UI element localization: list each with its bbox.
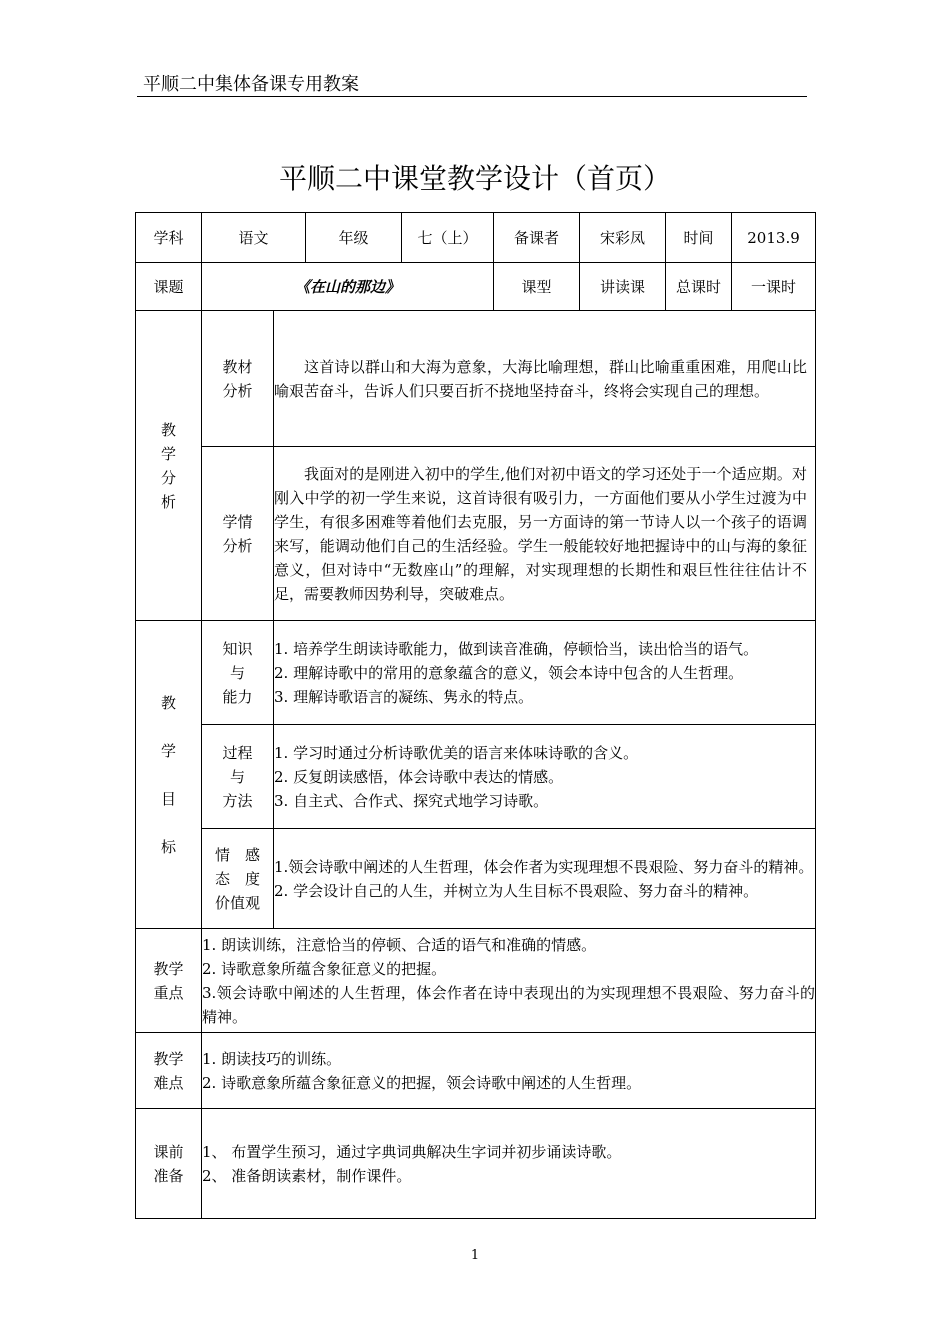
knowledge-label <box>202 621 274 725</box>
preparation-row <box>136 1109 816 1219</box>
label-line: 学情 <box>222 512 253 531</box>
list-item: 2. 反复朗读感悟，体会诗歌中表达的情感。 <box>274 767 564 786</box>
teaching-analysis-label <box>136 311 202 621</box>
label-line: 过程 <box>222 743 253 762</box>
topic-label: 课题 <box>136 263 202 311</box>
material-analysis-label <box>202 311 274 447</box>
time-label: 时间 <box>666 213 732 263</box>
document-header: 平顺二中集体备课专用教案 <box>143 74 359 95</box>
label-line: 教材 <box>222 357 253 376</box>
label-line: 重点 <box>153 983 184 1002</box>
teaching-analysis-char: 教 <box>160 420 176 439</box>
key-points-items <box>202 929 816 1033</box>
list-item: 1、 布置学生预习，通过字典词典解决生字词并初步诵读诗歌。 <box>202 1142 622 1161</box>
time-value: 2013.9 <box>732 213 816 263</box>
list-item: 2. 诗歌意象所蕴含象征意义的把握，领会诗歌中阐述的人生哲理。 <box>202 1073 642 1092</box>
info-row <box>136 213 816 263</box>
type-value: 讲读课 <box>580 263 666 311</box>
label-line: 分析 <box>222 536 253 555</box>
teaching-objectives-char: 教 <box>160 693 176 712</box>
teaching-analysis-char: 学 <box>160 444 176 463</box>
list-item: 2. 诗歌意象所蕴含象征意义的把握。 <box>202 959 447 978</box>
teaching-objectives-char: 标 <box>160 837 176 856</box>
label-line: 与 <box>229 767 245 786</box>
topic-row <box>136 263 816 311</box>
difficulties-row <box>136 1033 816 1109</box>
grade-value: 七（上） <box>402 213 494 263</box>
list-item: 2. 理解诗歌中的常用的意象蕴含的意义，领会本诗中包含的人生哲理。 <box>274 663 744 682</box>
hours-value: 一课时 <box>732 263 816 311</box>
student-analysis-row <box>136 447 816 621</box>
key-points-row <box>136 929 816 1033</box>
grade-label: 年级 <box>306 213 402 263</box>
label-line: 价值观 <box>214 893 260 912</box>
emotion-label <box>202 829 274 929</box>
process-row <box>136 725 816 829</box>
teaching-objectives-char: 目 <box>160 789 176 808</box>
emotion-row <box>136 829 816 929</box>
teaching-analysis-char: 分 <box>160 468 176 487</box>
teacher-label: 备课者 <box>494 213 580 263</box>
label-line: 课前 <box>153 1142 184 1161</box>
process-items <box>274 725 816 829</box>
subject-label: 学科 <box>136 213 202 263</box>
label-line: 分析 <box>222 381 253 400</box>
preparation-label <box>136 1109 202 1219</box>
label-line: 能力 <box>222 687 253 706</box>
list-item: 1. 培养学生朗读诗歌能力，做到读音准确，停顿恰当，读出恰当的语气。 <box>274 639 759 658</box>
teacher-value: 宋彩凤 <box>580 213 666 263</box>
material-analysis-text: 这首诗以群山和大海为意象，大海比喻理想，群山比喻重重困难，用爬山比喻艰苦奋斗，告诉人们只要百折不挠地坚持奋斗，终将会实现自己的理想。 <box>274 311 816 447</box>
label-line: 与 <box>229 663 245 682</box>
label-line: 难点 <box>153 1073 184 1092</box>
list-item: 1.领会诗歌中阐述的人生哲理，体会作者为实现理想不畏艰险、努力奋斗的精神。 <box>274 857 814 876</box>
subject-value: 语文 <box>202 213 306 263</box>
list-item: 3. 自主式、合作式、探究式地学习诗歌。 <box>274 791 549 810</box>
page-number: 1 <box>470 1248 480 1263</box>
label-line: 态 度 <box>214 869 260 888</box>
list-item: 2. 学会设计自己的人生，并树立为人生目标不畏艰险、努力奋斗的精神。 <box>274 881 759 900</box>
key-points-label <box>136 929 202 1033</box>
header-rule <box>137 96 807 97</box>
label-line: 教学 <box>153 1049 184 1068</box>
emotion-items <box>274 829 816 929</box>
list-item: 1. 朗读训练，注意恰当的停顿、合适的语气和准确的情感。 <box>202 935 597 954</box>
type-label: 课型 <box>494 263 580 311</box>
label-line: 准备 <box>153 1166 184 1185</box>
hours-label: 总课时 <box>666 263 732 311</box>
label-line: 方法 <box>222 791 253 810</box>
difficulties-label <box>136 1033 202 1109</box>
label-line: 教学 <box>153 959 184 978</box>
process-label <box>202 725 274 829</box>
knowledge-row <box>136 621 816 725</box>
list-item: 1. 学习时通过分析诗歌优美的语言来体味诗歌的含义。 <box>274 743 639 762</box>
material-analysis-row <box>136 311 816 447</box>
preparation-items <box>202 1109 816 1219</box>
teaching-objectives-label <box>136 621 202 929</box>
page-title: 平顺二中课堂教学设计（首页） <box>278 162 671 195</box>
list-item: 3.领会诗歌中阐述的人生哲理，体会作者在诗中表现出的为实现理想不畏艰险、努力奋斗的精神。 <box>202 983 816 1026</box>
teaching-analysis-char: 析 <box>160 492 176 511</box>
student-analysis-text: 我面对的是刚进入初中的学生,他们对初中语文的学习还处于一个适应期。对刚入中学的初一学生来说，这首诗很有吸引力，一方面他们要从小学生过渡为中学生，有很多困难等着他们去克服，另一方面诗的第一节诗人以一个孩子的语调来写，能调动他们自己的生活经验。学生一般能较好地把握诗中的山与海的象征意义，但对诗中“无数座山”的理解，对实现理想的长期性和艰巨性往往估计不足，需要教师因势利导，突破难点。 <box>274 447 816 621</box>
label-line: 情 感 <box>214 845 260 864</box>
difficulties-items <box>202 1033 816 1109</box>
label-line: 知识 <box>222 639 253 658</box>
knowledge-items <box>274 621 816 725</box>
list-item: 3. 理解诗歌语言的凝练、隽永的特点。 <box>274 687 534 706</box>
topic-value: 《在山的那边》 <box>202 263 494 311</box>
lesson-plan-table <box>135 212 816 1219</box>
list-item: 2、 准备朗读素材，制作课件。 <box>202 1166 412 1185</box>
list-item: 1. 朗读技巧的训练。 <box>202 1049 342 1068</box>
teaching-objectives-char: 学 <box>160 741 176 760</box>
student-analysis-label <box>202 447 274 621</box>
